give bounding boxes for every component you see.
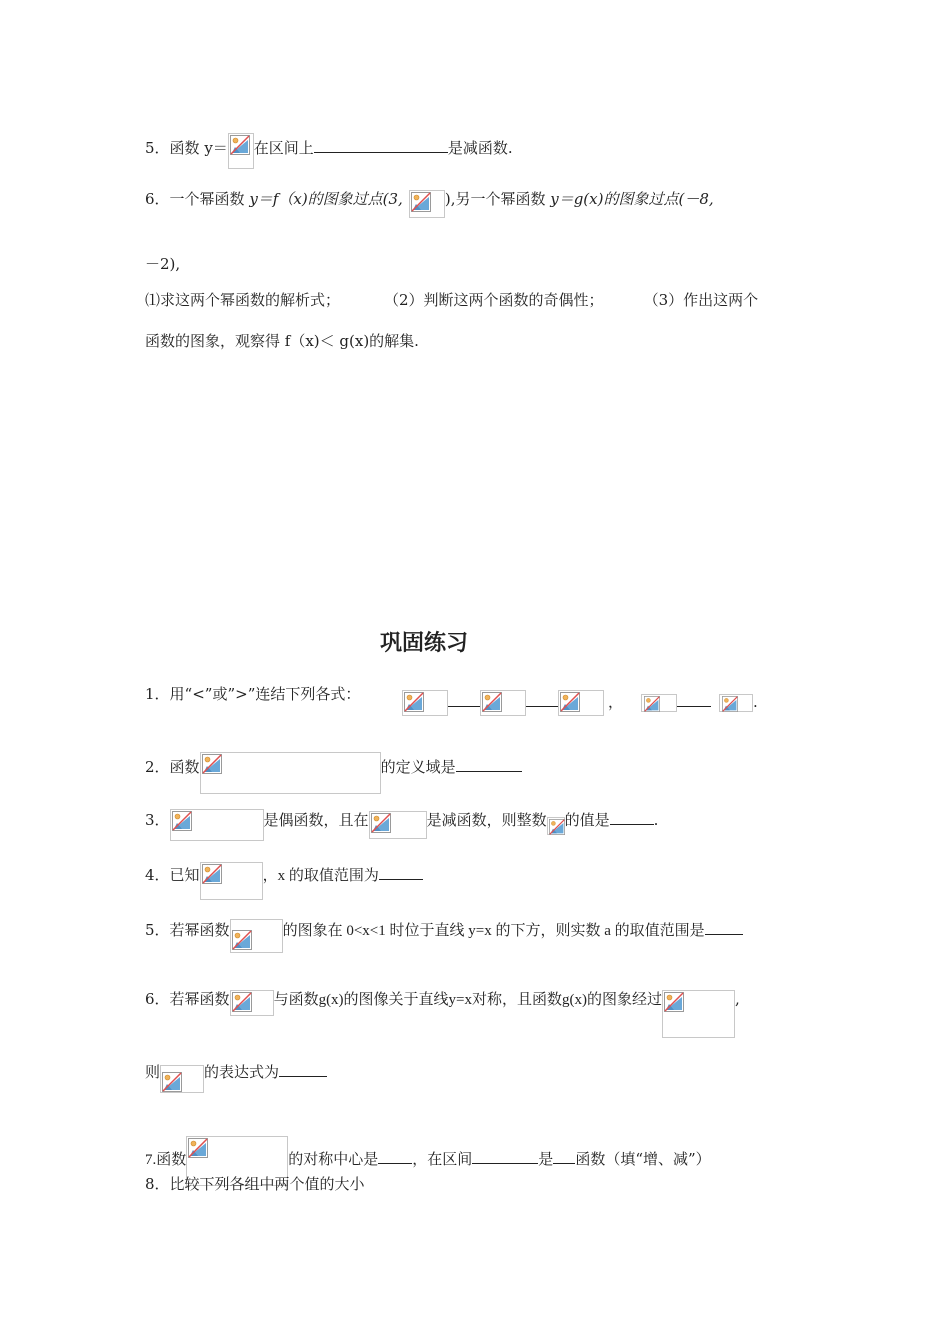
broken-image-icon [643, 696, 661, 712]
answer-blank [456, 757, 522, 772]
exercise-8-line [145, 1174, 365, 1194]
section-title: 巩固练习 [379, 631, 468, 656]
problem-text: , [735, 990, 740, 1008]
answer-blank [379, 865, 423, 880]
formula-image [547, 817, 565, 835]
problem-text: 的表达式为 [204, 1063, 280, 1081]
broken-image-icon [172, 811, 192, 831]
problem-text: 若幂函数 [169, 921, 230, 939]
problem-number: 4． [145, 866, 170, 884]
broken-image-icon [560, 692, 580, 712]
answer-blank [705, 920, 743, 935]
formula-image [662, 990, 735, 1038]
problem-text: 是减函数，则整数 [426, 811, 547, 829]
broken-image-icon [188, 1138, 208, 1158]
answer-blank [279, 1062, 327, 1077]
broken-image-icon [721, 696, 739, 712]
formula-image [558, 690, 604, 716]
answer-blank [677, 697, 711, 707]
answer-blank [448, 693, 480, 707]
problem-text: 函数（填“增、减”） [575, 1150, 711, 1168]
formula-image [160, 1065, 204, 1093]
subquestion-2: （2）判断这两个函数的奇偶性； [384, 291, 604, 309]
broken-image-icon [411, 192, 431, 212]
problem-number: 8． [145, 1175, 170, 1193]
formula-image [230, 919, 283, 953]
formula-image [719, 694, 753, 712]
problem-6-line [145, 189, 714, 218]
problem-text: 函数 y＝ [169, 139, 228, 157]
broken-image-icon [549, 819, 565, 835]
problem-number: 6． [145, 990, 170, 1008]
problem-text: 与函数g(x)的图像关于直线y=x对称，且函数g(x)的图象经过 [273, 992, 663, 1008]
problem-text: 在区间上 [253, 139, 314, 157]
problem-text: 的对称中心是 [288, 1150, 379, 1168]
broken-image-icon [404, 692, 424, 712]
problem-number: 2． [145, 758, 170, 776]
exercise-2-line [145, 752, 522, 794]
problem-number: 3． [145, 811, 170, 829]
subquestion-1: ⑴求这两个幂函数的解析式； [145, 291, 341, 309]
formula-image [409, 190, 445, 218]
subquestion-3-text: 函数的图象，观察得 f（x)＜ g(x)的解集. [145, 332, 419, 350]
answer-blank [378, 1149, 412, 1164]
problem-text: 的值是 [564, 811, 610, 829]
problem-text: －2), [145, 255, 181, 273]
formula-image [228, 133, 254, 169]
broken-image-icon [664, 992, 684, 1012]
formula-image [200, 862, 263, 900]
broken-image-icon [232, 930, 252, 950]
subquestion-3: （3）作出这两个 [643, 291, 759, 309]
formula-image [230, 990, 274, 1016]
problem-6-subquestions [145, 290, 758, 310]
formula-image [369, 811, 427, 839]
problem-text: 用“<”或”>”连结下列各式： [169, 685, 361, 703]
formula-image [480, 690, 526, 716]
problem-text: 的图象在 0<x<1 时位于直线 y=x 的下方，则实数 a 的取值范围是 [282, 923, 705, 939]
problem-number: 1． [145, 685, 170, 703]
problem-text: 是偶函数，且在 [263, 811, 369, 829]
problem-text: 的定义域是 [380, 758, 456, 776]
answer-blank [526, 693, 558, 707]
broken-image-icon [202, 754, 222, 774]
problem-text: ，x 的取值范围为 [262, 868, 379, 884]
problem-text: 函数 [156, 1150, 187, 1168]
formula-image [641, 694, 677, 712]
separator: ， [608, 693, 624, 711]
problem-text: 是 [538, 1150, 554, 1168]
problem-text: y＝g(x)的图象过点(－8, [550, 190, 714, 208]
broken-image-icon [202, 864, 222, 884]
period: . [753, 693, 758, 711]
exercise-6-line [145, 989, 740, 1038]
problem-number: 5． [145, 921, 170, 939]
problem-text: 已知 [169, 866, 200, 884]
problem-text: 是减函数. [447, 139, 513, 157]
broken-image-icon [162, 1072, 182, 1092]
answer-blank [314, 138, 448, 153]
exercise-1-line [145, 684, 360, 704]
formula-image [402, 690, 448, 716]
problem-number: 7. [145, 1152, 157, 1168]
period: . [653, 811, 659, 829]
answer-blank [610, 810, 654, 825]
problem-text: 若幂函数 [169, 990, 230, 1008]
problem-text: ，在区间 [412, 1150, 473, 1168]
problem-text: 则 [145, 1063, 161, 1081]
exercise-3-line [145, 809, 658, 841]
problem-text: 函数 [169, 758, 200, 776]
exercise-5-line [145, 919, 743, 953]
exercise-1-formulas [402, 690, 758, 716]
broken-image-icon [230, 135, 250, 155]
formula-image [200, 752, 381, 794]
problem-number: 5． [145, 139, 170, 157]
problem-text: y＝f（x)的图象过点(3, [249, 190, 403, 208]
problem-text: 一个幂函数 [169, 190, 250, 208]
problem-text: 比较下列各组中两个值的大小 [169, 1175, 365, 1193]
broken-image-icon [371, 813, 391, 833]
formula-image [170, 809, 264, 841]
exercise-4-line [145, 862, 423, 900]
problem-6-continued [145, 254, 180, 274]
exercise-6-continued [145, 1062, 327, 1093]
answer-blank [472, 1149, 538, 1164]
problem-number: 6． [145, 190, 170, 208]
problem-text: ),另一个幂函数 [444, 190, 551, 208]
answer-blank [553, 1149, 575, 1164]
broken-image-icon [482, 692, 502, 712]
broken-image-icon [232, 992, 252, 1012]
problem-5-line [145, 133, 513, 169]
problem-6-subquestions-continued [145, 331, 419, 351]
